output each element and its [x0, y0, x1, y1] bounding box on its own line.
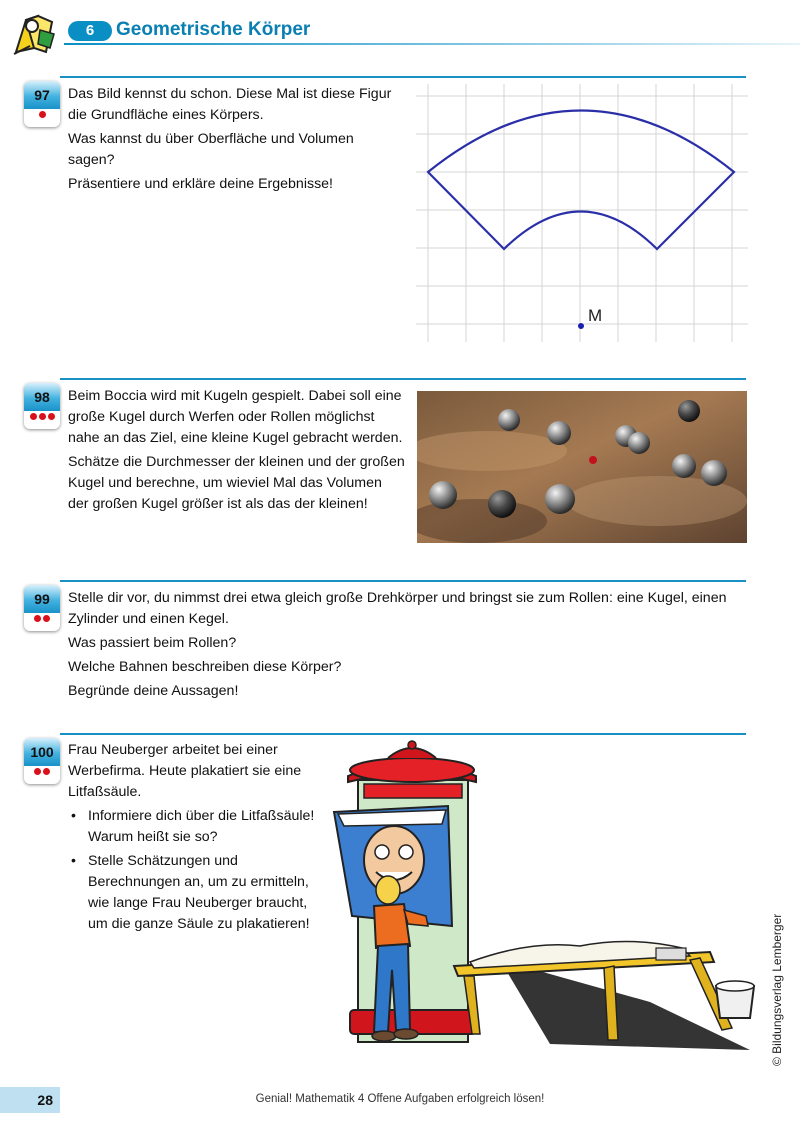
task-paragraph: Präsentiere und erkläre deine Ergebnisse! [68, 176, 333, 192]
task-99-badge [24, 585, 60, 631]
difficulty-dot [39, 413, 46, 420]
task-paragraph: Was passiert beim Rollen? [68, 635, 237, 651]
difficulty-dot [43, 768, 50, 775]
task-paragraph: Stelle dir vor, du nimmst drei etwa gleich große Drehkörper und bringst sie zum Rollen: eine Kugel, einen Zylinder und einen Kegel. [68, 590, 727, 627]
task-bullet: • Informiere dich über die Litfaßsäule! Warum heißt sie so? [68, 806, 330, 848]
task-98-badge [24, 383, 60, 429]
difficulty-dots [24, 615, 60, 622]
center-point-m [578, 323, 584, 329]
task-number: 99 [24, 585, 60, 613]
footer-title: Genial! Mathematik 4 Offene Aufgaben erfolgreich lösen! [255, 1093, 545, 1105]
difficulty-dot [30, 413, 37, 420]
difficulty-dot [48, 413, 55, 420]
advertising-column-cartoon [330, 740, 760, 1060]
difficulty-dots [24, 413, 60, 420]
chapter-number: 6 [68, 21, 112, 41]
task-100-badge [24, 738, 60, 784]
task-paragraph: Was kannst du über Oberfläche und Volumen sagen? [68, 131, 354, 168]
task-number: 98 [24, 383, 60, 411]
task-bullet: • Stelle Schätzungen und Berechnungen an, um zu ermitteln, wie lange Frau Neuberger braucht, um die ganze Säule zu plakatieren! [68, 851, 330, 935]
center-label: M [588, 306, 603, 325]
task-100-text [68, 740, 330, 938]
paste-bucket [716, 981, 754, 1018]
task-paragraph: Begründe deine Aussagen! [68, 683, 239, 699]
task-paragraph: Das Bild kennst du schon. Diese Mal ist diese Figur die Grundfläche eines Körpers. [68, 86, 392, 123]
target-ball [589, 456, 597, 464]
difficulty-dot [39, 111, 46, 118]
grid-lines [416, 84, 748, 342]
task-paragraph: Frau Neuberger arbeitet bei einer Werbefirma. Heute plakatiert sie eine Litfaßsäule. [68, 742, 302, 800]
task-number: 97 [24, 81, 60, 109]
task-98-divider [60, 378, 746, 380]
task-97-text [68, 84, 404, 198]
task-paragraph: Beim Boccia wird mit Kugeln gespielt. Dabei soll eine große Kugel durch Werfen oder Rollen möglichst nahe an das Ziel, eine kleine Kugel gebracht werden. [68, 388, 403, 446]
task-97-divider [60, 76, 746, 78]
copyright-note: © Bildungsverlag Lemberger [770, 913, 784, 1066]
publisher-logo-icon [10, 8, 58, 58]
task-bullet-list [68, 806, 330, 935]
task-100-divider [60, 733, 746, 735]
task-paragraph: Welche Bahnen beschreiben diese Körper? [68, 659, 342, 675]
difficulty-dot [34, 615, 41, 622]
task-98-text [68, 386, 406, 518]
boccia-photo [417, 391, 747, 543]
task-99-divider [60, 580, 746, 582]
difficulty-dot [34, 768, 41, 775]
annulus-sector-shape [428, 111, 734, 250]
difficulty-dots [24, 111, 60, 118]
difficulty-dot [43, 615, 50, 622]
task-97-badge [24, 81, 60, 127]
task-number: 100 [24, 738, 60, 766]
task-99-text [68, 588, 752, 705]
chapter-title: Geometrische Körper [116, 19, 311, 40]
difficulty-dots [24, 768, 60, 775]
sector-grid-figure [416, 84, 748, 344]
pasting-table [454, 941, 750, 1050]
header-divider [64, 43, 800, 45]
page-number: 28 [0, 1087, 60, 1113]
task-paragraph: Schätze die Durchmesser der kleinen und der großen Kugel und berechne, um wieviel Mal das Volumen der großen Kugel größer ist als das der kleinen! [68, 454, 405, 512]
